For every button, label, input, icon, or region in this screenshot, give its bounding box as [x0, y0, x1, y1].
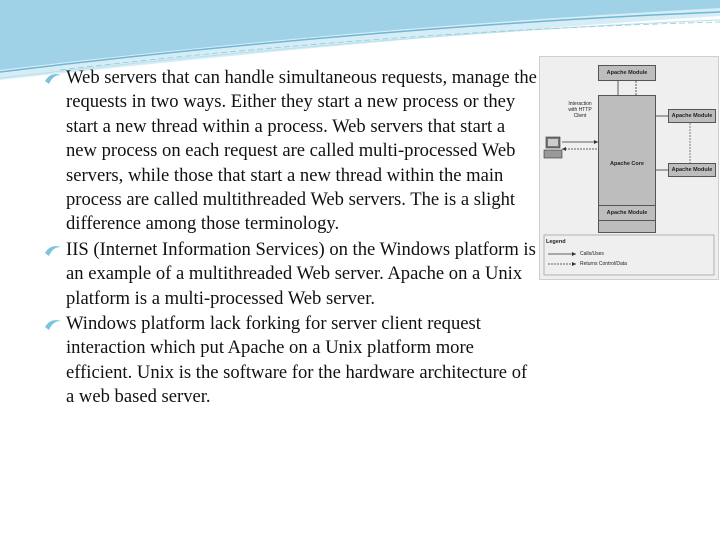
bullet-text: IIS (Internet Information Services) on the Windows platform is an example of a multithreaded Web server. Apache on a Unix platform is a multi-processed Web server.: [66, 238, 536, 309]
apache-module-right-1: Apache Module: [668, 109, 716, 123]
apache-architecture-diagram: [539, 56, 719, 280]
apache-module-right-2: Apache Module: [668, 163, 716, 177]
apache-core: Apache Core: [598, 95, 656, 233]
apache-module-top: Apache Module: [598, 65, 656, 81]
bullet-swoosh-icon: [44, 318, 62, 331]
bullet-swoosh-icon: [44, 244, 62, 257]
legend-returns-label: Returns Control/Data: [580, 261, 627, 267]
computer-icon: [544, 137, 562, 158]
bullet-text: Windows platform lack forking for server client request interaction which put Apache on a Unix platform more efficient. Unix is the software for the hardware architecture of a web based server.: [66, 313, 528, 408]
bullet-item-2: [44, 238, 540, 311]
bullet-list: [44, 66, 540, 411]
bullet-swoosh-icon: [44, 72, 62, 85]
interaction-label: Interaction with HTTP Client: [568, 101, 592, 119]
bullet-item-1: [44, 66, 540, 237]
legend-title: Legend: [546, 239, 566, 245]
apache-module-bottom: Apache Module: [598, 205, 656, 221]
legend-calls-label: Calls/Uses: [580, 251, 604, 257]
bullet-item-3: [44, 312, 540, 410]
bullet-text: Web servers that can handle simultaneous requests, manage the requests in two ways. Either they start a new process or they start a new thread within a process. Web servers that start a new process on each request are called multi-processed Web servers, while those that start a new thread within the main process are called multithreaded Web servers. The is a slight difference among those terminology.: [66, 67, 537, 235]
